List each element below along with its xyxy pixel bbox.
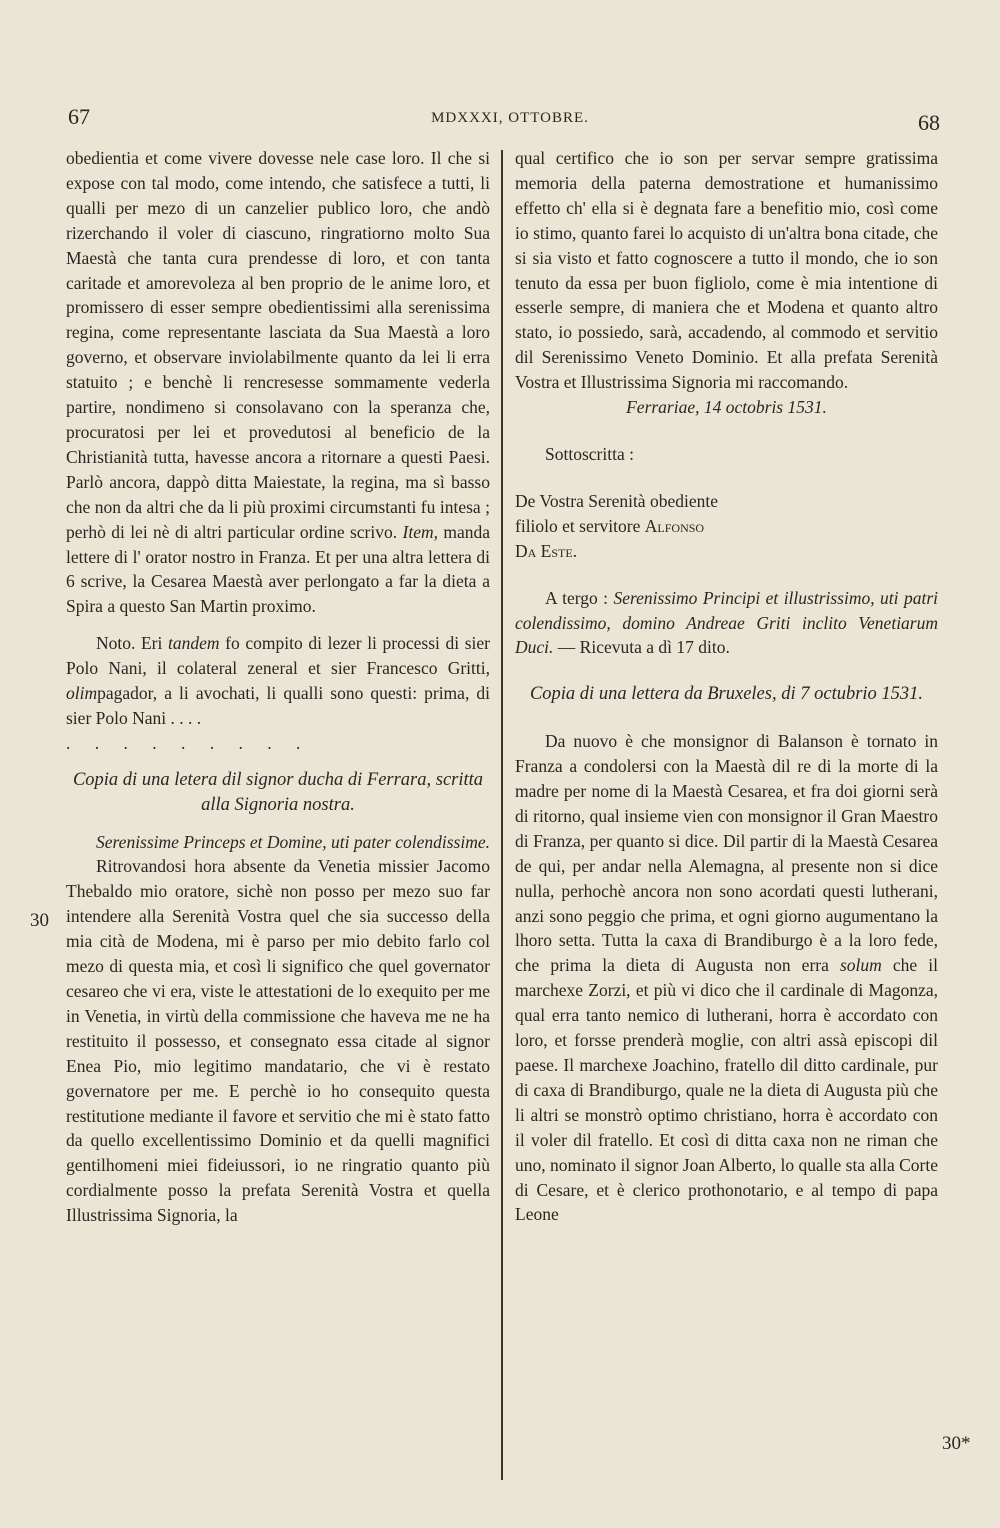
signature-line: filiolo et servitore Alfonso <box>515 515 705 536</box>
signature-line: De Vostra Serenità obediente <box>515 490 718 511</box>
section-title: Copia di una lettera da Bruxeles, di 7 octubrio 1531. <box>529 684 924 705</box>
paragraph: qual certifico che io son per servar sempre gratissima memoria della paterna demostratione et humanissimo effetto ch' ella si è degnata fare a benefitio mio, così come io stimo, quanto farei lo acquisto di un'altra bona citade, che si sia visto et fatto cognoscere a tutto il mondo, che io son tenuto da essa per buon figliolo, come è mia intentione di esserle sempre, di maniera che et Modena et quanto altro stato, io possiedo, sarà, accadendo, al commodo et servitio dil Serenissimo Veneto Dominio. Et alla prefata Serenità Vostra et Illustrissima Signoria mi raccomando. <box>515 148 938 393</box>
running-title: MDXXXI, OTTOBRE. <box>431 110 589 126</box>
right-column <box>515 146 938 1227</box>
section-title: Copia di una letera dil signor ducha di Ferrara, scritta alla Signoria nostra. <box>72 769 484 815</box>
running-header <box>0 100 1000 140</box>
ellipsis-row: . . . . . . . . . <box>66 732 311 753</box>
paragraph: Noto. Eri tandem fo compito di lezer li processi di sier Polo Nani, il colateral zeneral et sier Francesco Gritti, olimpagador, a li avochati, li qualli sono questi: prima, di sier Polo Nani . . . . <box>66 633 491 728</box>
paragraph: obedientia et come vivere dovesse nele case loro. Il che si expose con tal modo, come intendo, che satisfece a tutti, li qualli per mezo di un canzelier publico loro, che andò rizerchando il voler di ciascuno, ringratiorno molto Sua Maestà che tanta cura prendesse di loro, et con tanta caritade et amorevoleza al ben proprio de le anime loro, et promissero di esser sempre obedientissimi alla serenissima regina, come representante lasciata da Sua Maestà a loro governo, et observare inviolabilmente quanto da lei li erra statuito ; e benchè li rencresesse sommamente vederla partire, nondimeno si consolavano con la speranza che, procuratosi per lei et provedutosi al beneficio de la Christianità tutta, havesse ancora a ritornare a questi Paesi. Parlò ancora, dappò ditta Maiestate, la regina, ma sì basso che non da altri che da li più proximi circumstanti fu intesa ; perhò di lei nè di altri particular ordine scrivo. Item, manda lettere di l' orator nostro in Franza. Et per una altra lettera di 6 scrive, la Cesarea Maestà aver perlongato a far la dieta a Spira a questo San Martin proximo. <box>66 148 491 617</box>
left-column <box>66 146 490 1228</box>
margin-number-right: 30* <box>942 1433 971 1454</box>
margin-number-left: 30 <box>30 910 49 931</box>
paragraph: Da nuovo è che monsignor di Balanson è tornato in Franza a condolersi con la Maestà dil re di la morte di la madre per nome di la Maestà Cesarea, et fra doi giorni serà di ritorno, qual insieme vien con monsignor il Gran Maestro di Franza, per quanto si dice. Dil partir di la Maestà Cesarea de qui, per andar nella Alemagna, al presente non si dice nulla, perhochè ancora non sono acordati questi lutherani, anzi sono peggio che prima, et ogni giorno augumentano la lhoro setta. Tutta la caxa di Brandiburgo è a la loro fede, che prima la dieta di Augusta non erra solum che il marchexe Zorzi, et più vi dico che il cardinale di Magonza, qual erra tanto nemico di lutherani, horra è accordato con loro, et forsse prenderà moglie, con altri assà episcopi dil paese. Il marchexe Joachino, fratello dil ditto cardinale, pur di caxa di Brandiburgo, quale ne la dieta di Augusta più che li altri se monstrò optimo christiano, horra è accordato con il voler dil fratello. Et così di ditta caxa non ne riman che uno, nominato il signor Joan Alberto, lo qualle sta alla Corte di Cesare, et è clerico prothonotario, e al tempo di papa Leone <box>515 731 939 1225</box>
paragraph: Ritrovandosi hora absente da Venetia missier Jacomo Thebaldo mio oratore, sichè non posso per mezo suo far intendere alla Serenità Vostra quel che sia successo della mia cità de Modena, mi è parso per mio debito farlo col mezo di questa mia, et così li significo che quel governator cesareo che vi era, viste le attestationi de lo exequito per me in Venetia, in virtù della commissione che haveva me ne ha restituito il possesso, et consegnato essa citade al signor Enea Pio, mio legitimo mandatario, che vi è restato governatore per me. E perchè io ho consequito questa restitutione mediante il favore et servitio che mi è stato fatto da quello excellentissimo Dominio et da quelli magnifici gentilhomeni miei fideiussori, io ne ringratio quanto più cordialmente posso la prefata Serenità Vostra et quella Illustrissima Signoria, la <box>66 856 490 1226</box>
column-divider <box>501 150 503 1480</box>
signature-name: Da Este. <box>515 540 578 561</box>
letter-date: Ferrariae, 14 octobris 1531. <box>626 397 827 418</box>
page-number-left: 67 <box>68 104 90 129</box>
page-number-right: 68 <box>918 110 940 135</box>
subscribed-label: Sottoscritta : <box>545 443 634 464</box>
paragraph: A tergo : Serenissimo Principi et illustrissimo, uti patri colendissimo, domino Andreae Griti inclito Venetiarum Duci. — Ricevuta a dì 17 dito. <box>515 587 938 658</box>
salutation: Serenissime Princeps et Domine, uti pater colendissime. <box>96 831 490 852</box>
